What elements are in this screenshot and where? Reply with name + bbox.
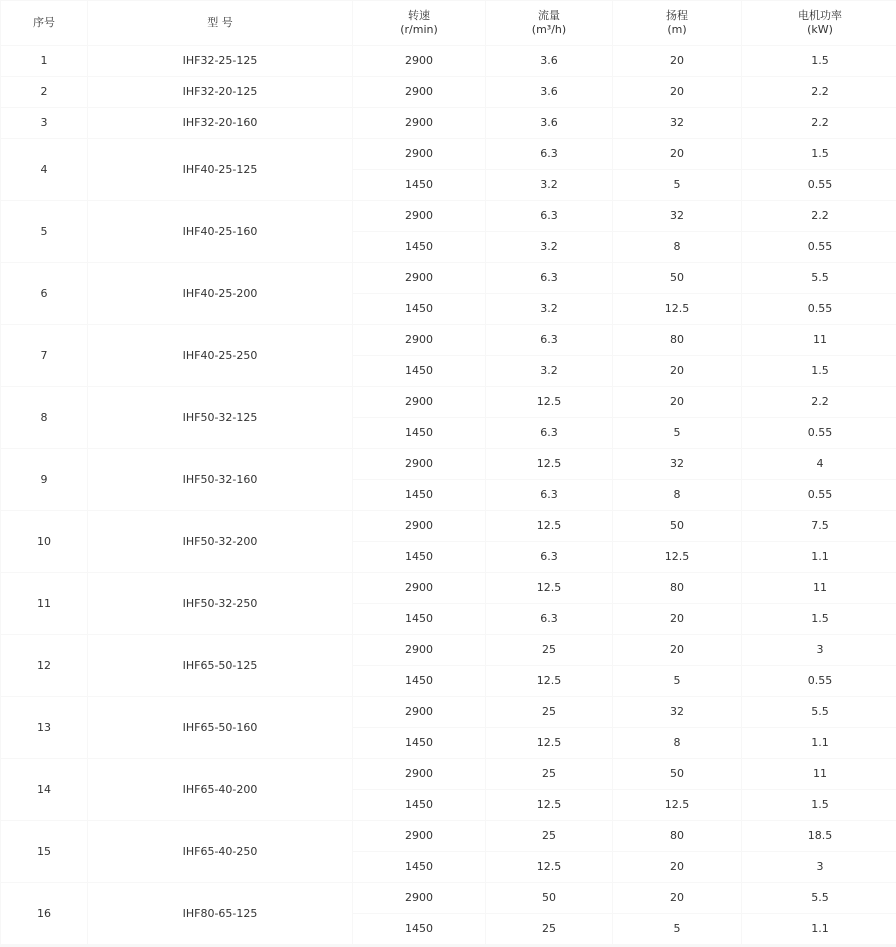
cell-flow: 12.5 [486,666,612,696]
cell-power: 1.5 [742,139,896,169]
cell-model: IHF50-32-125 [88,387,352,448]
cell-flow: 12.5 [486,728,612,758]
cell-head: 20 [613,604,741,634]
cell-no: 13 [1,697,87,758]
cell-no: 4 [1,139,87,200]
header-unit: (kW) [807,23,833,36]
cell-power: 4 [742,449,896,479]
cell-model: IHF65-50-125 [88,635,352,696]
cell-speed: 2900 [353,263,485,293]
cell-speed: 2900 [353,46,485,76]
header-label: 扬程 [666,9,688,22]
cell-no: 9 [1,449,87,510]
cell-power: 11 [742,759,896,789]
cell-power: 1.1 [742,728,896,758]
cell-flow: 50 [486,883,612,913]
cell-speed: 1450 [353,418,485,448]
cell-head: 12.5 [613,542,741,572]
table-row [1,821,896,851]
header-label: 序号 [33,16,55,29]
cell-power: 1.5 [742,790,896,820]
cell-power: 0.55 [742,232,896,262]
table-row [1,697,896,727]
cell-speed: 1450 [353,542,485,572]
cell-flow: 6.3 [486,418,612,448]
header-cell-model [88,1,352,45]
cell-head: 5 [613,170,741,200]
cell-head: 12.5 [613,790,741,820]
cell-no: 12 [1,635,87,696]
cell-power: 11 [742,573,896,603]
table-row [1,325,896,355]
cell-model: IHF40-25-125 [88,139,352,200]
cell-model: IHF50-32-200 [88,511,352,572]
cell-flow: 12.5 [486,573,612,603]
cell-speed: 2900 [353,697,485,727]
cell-flow: 12.5 [486,449,612,479]
table-row [1,263,896,293]
header-row [1,1,896,45]
cell-head: 20 [613,356,741,386]
cell-flow: 6.3 [486,201,612,231]
cell-speed: 1450 [353,356,485,386]
table-row [1,635,896,665]
cell-head: 20 [613,883,741,913]
cell-no: 3 [1,108,87,138]
cell-head: 32 [613,201,741,231]
cell-model: IHF50-32-250 [88,573,352,634]
cell-speed: 1450 [353,666,485,696]
table-row [1,139,896,169]
cell-no: 14 [1,759,87,820]
cell-head: 20 [613,387,741,417]
cell-power: 7.5 [742,511,896,541]
cell-head: 20 [613,635,741,665]
table-row [1,77,896,107]
cell-speed: 2900 [353,449,485,479]
cell-flow: 3.6 [486,46,612,76]
table-row [1,387,896,417]
cell-flow: 6.3 [486,480,612,510]
cell-speed: 2900 [353,325,485,355]
cell-flow: 12.5 [486,852,612,882]
cell-model: IHF65-40-250 [88,821,352,882]
table-row [1,573,896,603]
cell-power: 3 [742,635,896,665]
cell-speed: 2900 [353,201,485,231]
cell-speed: 1450 [353,852,485,882]
cell-flow: 12.5 [486,387,612,417]
header-unit: (m) [667,23,687,36]
cell-model: IHF40-25-160 [88,201,352,262]
cell-model: IHF65-50-160 [88,697,352,758]
cell-flow: 12.5 [486,790,612,820]
cell-flow: 3.2 [486,294,612,324]
cell-model: IHF32-20-160 [88,108,352,138]
cell-head: 8 [613,480,741,510]
cell-speed: 2900 [353,77,485,107]
cell-no: 2 [1,77,87,107]
cell-head: 5 [613,418,741,448]
cell-speed: 2900 [353,139,485,169]
cell-head: 50 [613,759,741,789]
cell-head: 5 [613,914,741,944]
cell-head: 8 [613,232,741,262]
cell-head: 50 [613,263,741,293]
cell-power: 18.5 [742,821,896,851]
cell-no: 11 [1,573,87,634]
cell-speed: 2900 [353,387,485,417]
cell-flow: 25 [486,821,612,851]
cell-speed: 1450 [353,728,485,758]
cell-flow: 6.3 [486,604,612,634]
cell-flow: 25 [486,914,612,944]
cell-speed: 2900 [353,821,485,851]
cell-power: 3 [742,852,896,882]
cell-power: 0.55 [742,666,896,696]
header-cell-flow [486,1,612,45]
cell-flow: 6.3 [486,325,612,355]
cell-no: 1 [1,46,87,76]
cell-power: 11 [742,325,896,355]
cell-model: IHF32-20-125 [88,77,352,107]
cell-power: 5.5 [742,883,896,913]
cell-no: 8 [1,387,87,448]
cell-model: IHF32-25-125 [88,46,352,76]
header-cell-no [1,1,87,45]
cell-head: 8 [613,728,741,758]
cell-speed: 1450 [353,170,485,200]
cell-head: 50 [613,511,741,541]
cell-no: 5 [1,201,87,262]
cell-power: 1.5 [742,604,896,634]
header-label: 流量 [538,9,560,22]
cell-model: IHF40-25-200 [88,263,352,324]
cell-speed: 2900 [353,108,485,138]
cell-no: 15 [1,821,87,882]
cell-power: 2.2 [742,77,896,107]
cell-flow: 3.2 [486,356,612,386]
cell-head: 80 [613,821,741,851]
cell-speed: 1450 [353,480,485,510]
cell-power: 2.2 [742,387,896,417]
table-row [1,759,896,789]
cell-flow: 3.6 [486,77,612,107]
cell-no: 7 [1,325,87,386]
cell-head: 12.5 [613,294,741,324]
table-row [1,108,896,138]
table-row [1,883,896,913]
cell-flow: 3.2 [486,232,612,262]
cell-flow: 3.6 [486,108,612,138]
header-cell-power [742,1,896,45]
cell-speed: 2900 [353,759,485,789]
header-label: 电机功率 [798,9,842,22]
cell-head: 20 [613,46,741,76]
cell-flow: 25 [486,635,612,665]
cell-speed: 1450 [353,604,485,634]
cell-flow: 25 [486,697,612,727]
cell-head: 20 [613,852,741,882]
cell-no: 10 [1,511,87,572]
cell-model: IHF80-65-125 [88,883,352,944]
cell-flow: 12.5 [486,511,612,541]
cell-flow: 6.3 [486,542,612,572]
cell-flow: 25 [486,759,612,789]
cell-speed: 2900 [353,635,485,665]
cell-head: 5 [613,666,741,696]
cell-speed: 2900 [353,511,485,541]
header-label: 转速 [408,9,430,22]
cell-power: 1.5 [742,46,896,76]
header-unit: (m³/h) [531,23,567,36]
cell-no: 16 [1,883,87,944]
cell-power: 2.2 [742,201,896,231]
cell-power: 1.5 [742,356,896,386]
header-cell-head [613,1,741,45]
table-row [1,46,896,76]
cell-head: 80 [613,573,741,603]
cell-head: 80 [613,325,741,355]
cell-power: 5.5 [742,697,896,727]
cell-power: 2.2 [742,108,896,138]
cell-speed: 1450 [353,914,485,944]
cell-power: 5.5 [742,263,896,293]
header-label: 型 号 [207,16,233,29]
cell-head: 20 [613,77,741,107]
table-body [1,46,896,944]
cell-head: 32 [613,449,741,479]
cell-power: 0.55 [742,170,896,200]
cell-power: 0.55 [742,418,896,448]
cell-speed: 1450 [353,790,485,820]
header-unit: (r/min) [400,23,438,36]
cell-speed: 1450 [353,232,485,262]
cell-flow: 6.3 [486,263,612,293]
table-row [1,449,896,479]
cell-flow: 6.3 [486,139,612,169]
cell-no: 6 [1,263,87,324]
cell-power: 1.1 [742,542,896,572]
table-row [1,201,896,231]
cell-head: 32 [613,108,741,138]
cell-model: IHF65-40-200 [88,759,352,820]
cell-power: 0.55 [742,294,896,324]
cell-speed: 2900 [353,573,485,603]
cell-power: 1.1 [742,914,896,944]
header-cell-speed [353,1,485,45]
cell-head: 20 [613,139,741,169]
cell-speed: 2900 [353,883,485,913]
table-row [1,511,896,541]
cell-flow: 3.2 [486,170,612,200]
cell-power: 0.55 [742,480,896,510]
cell-head: 32 [613,697,741,727]
cell-model: IHF50-32-160 [88,449,352,510]
cell-speed: 1450 [353,294,485,324]
cell-model: IHF40-25-250 [88,325,352,386]
